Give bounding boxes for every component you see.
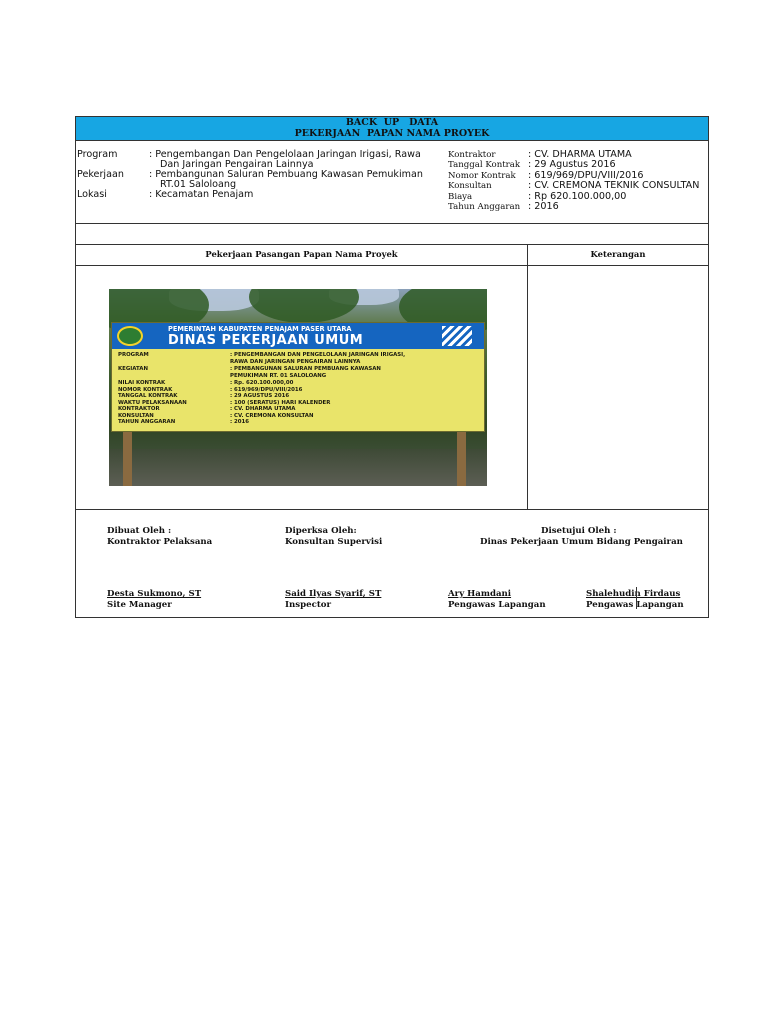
sign-row-key: KEGIATAN	[118, 366, 148, 372]
signatory-role: Pengawas Lapangan	[448, 600, 546, 610]
sign-board-header	[112, 323, 484, 349]
signatory-role: Site Manager	[107, 600, 172, 610]
approved-by-org: Dinas Pekerjaan Umum Bidang Pengairan	[480, 537, 683, 547]
nomor-kontrak-value: : 619/969/DPU/VIII/2016	[528, 169, 644, 181]
made-by-label: Dibuat Oleh :	[107, 526, 172, 536]
konsultan-label: Konsultan	[448, 181, 492, 192]
sign-row-key: NILAI KONTRAK	[118, 380, 166, 386]
pekerjaan-value-cont: RT.01 Saloloang	[160, 179, 237, 190]
pu-logo-icon	[442, 326, 472, 346]
sign-row-value: : PEMBANGUNAN SALURAN PEMBUANG KAWASAN	[230, 366, 381, 372]
sign-row-value: PEMUKIMAN RT. 01 SALOLOANG	[230, 372, 327, 379]
sign-board-org: PEMERINTAH KABUPATEN PENAJAM PASER UTARA	[168, 325, 352, 333]
sign-row-value: : PENGEMBANGAN DAN PENGELOLAAN JARINGAN IRIGASI,	[230, 352, 406, 358]
divider-line	[76, 265, 708, 266]
lokasi-value: : Kecamatan Penajam	[149, 189, 254, 200]
nomor-kontrak-label: Nomor Kontrak	[448, 170, 516, 181]
ground	[109, 449, 487, 486]
kontraktor-value: : CV. DHARMA UTAMA	[528, 149, 632, 160]
sign-board-title: DINAS PEKERJAAN UMUM	[168, 333, 364, 348]
pekerjaan-label: Pekerjaan	[77, 169, 124, 180]
sign-post	[123, 430, 132, 486]
biaya-label: Biaya	[448, 191, 473, 202]
header-line-1: BACK UP DATA	[345, 117, 439, 128]
sign-row-value: : 2016	[230, 419, 250, 425]
sign-row-key: TAHUN ANGGARAN	[118, 419, 176, 425]
project-sign-photo	[109, 289, 487, 486]
sign-row-value: RAWA DAN JARINGAN PENGAIRAN LAINNYA	[230, 358, 361, 365]
biaya-value: : Rp 620.100.000,00	[528, 190, 627, 202]
signatory-role: Pengawas Lapangan	[586, 600, 684, 610]
lokasi-label: Lokasi	[77, 189, 107, 200]
sign-row-key: WAKTU PELAKSANAAN	[118, 399, 187, 406]
backup-data-sheet	[75, 116, 709, 618]
signatory-name: Said Ilyas Syarif, ST	[285, 589, 382, 599]
sign-post	[457, 430, 466, 486]
regency-logo-icon	[117, 326, 143, 346]
sign-row-key: TANGGAL KONTRAK	[118, 393, 178, 399]
signatory-name: Desta Sukmono, ST	[107, 589, 202, 599]
tree-foliage	[249, 289, 359, 323]
tanggal-kontrak-label: Tanggal Kontrak	[448, 160, 521, 171]
tahun-anggaran-value: : 2016	[528, 201, 559, 212]
tanggal-kontrak-value: : 29 Agustus 2016	[528, 159, 616, 171]
divider-line	[76, 244, 708, 245]
signatory-name: Ary Hamdani	[448, 589, 512, 599]
sign-row-value: : 29 AGUSTUS 2016	[230, 393, 290, 399]
column-header-work: Pekerjaan Pasangan Papan Nama Proyek	[205, 249, 398, 259]
program-value: : Pengembangan Dan Pengelolaan Jaringan Irigasi, Rawa	[149, 149, 421, 160]
made-by-org: Kontraktor Pelaksana	[107, 537, 213, 547]
divider-line	[76, 509, 708, 510]
checked-by-org: Konsultan Supervisi	[285, 537, 383, 547]
tahun-anggaran-label: Tahun Anggaran	[448, 202, 521, 212]
sign-row-key: KONTRAKTOR	[118, 406, 160, 412]
column-divider	[527, 244, 528, 509]
program-value-cont: Dan Jaringan Pengairan Lainnya	[160, 159, 314, 170]
text-cursor	[636, 587, 637, 609]
signatory-name: Shalehudin Firdaus	[586, 589, 681, 599]
signatory-role: Inspector	[285, 600, 332, 610]
sheet-header	[76, 117, 708, 141]
checked-by-label: Diperksa Oleh:	[285, 526, 357, 536]
header-line-2: PEKERJAAN PAPAN NAMA PROYEK	[294, 128, 490, 139]
sign-row-value: : 100 (SERATUS) HARI KALENDER	[230, 399, 331, 406]
sign-row-value: : CV. CREMONA KONSULTAN	[230, 412, 314, 419]
sign-row-key: NOMOR KONTRAK	[118, 386, 173, 393]
column-header-notes: Keterangan	[590, 249, 646, 259]
sign-row-value: : 619/969/DPU/VIII/2016	[230, 386, 303, 393]
divider-line	[76, 223, 708, 224]
konsultan-value: : CV. CREMONA TEKNIK CONSULTAN	[528, 180, 700, 192]
sign-row-key: KONSULTAN	[118, 412, 154, 419]
program-label: Program	[77, 149, 118, 160]
kontraktor-label: Kontraktor	[448, 150, 496, 160]
sign-row-value: : Rp. 620.100.000,00	[230, 380, 294, 386]
sign-row-value: : CV. DHARMA UTAMA	[230, 406, 296, 412]
sign-row-key: PROGRAM	[118, 352, 149, 358]
sign-board	[111, 322, 485, 432]
approved-by-label: Disetujui Oleh :	[541, 526, 617, 536]
pekerjaan-value: : Pembangunan Saluran Pembuang Kawasan Pemukiman	[149, 169, 423, 180]
